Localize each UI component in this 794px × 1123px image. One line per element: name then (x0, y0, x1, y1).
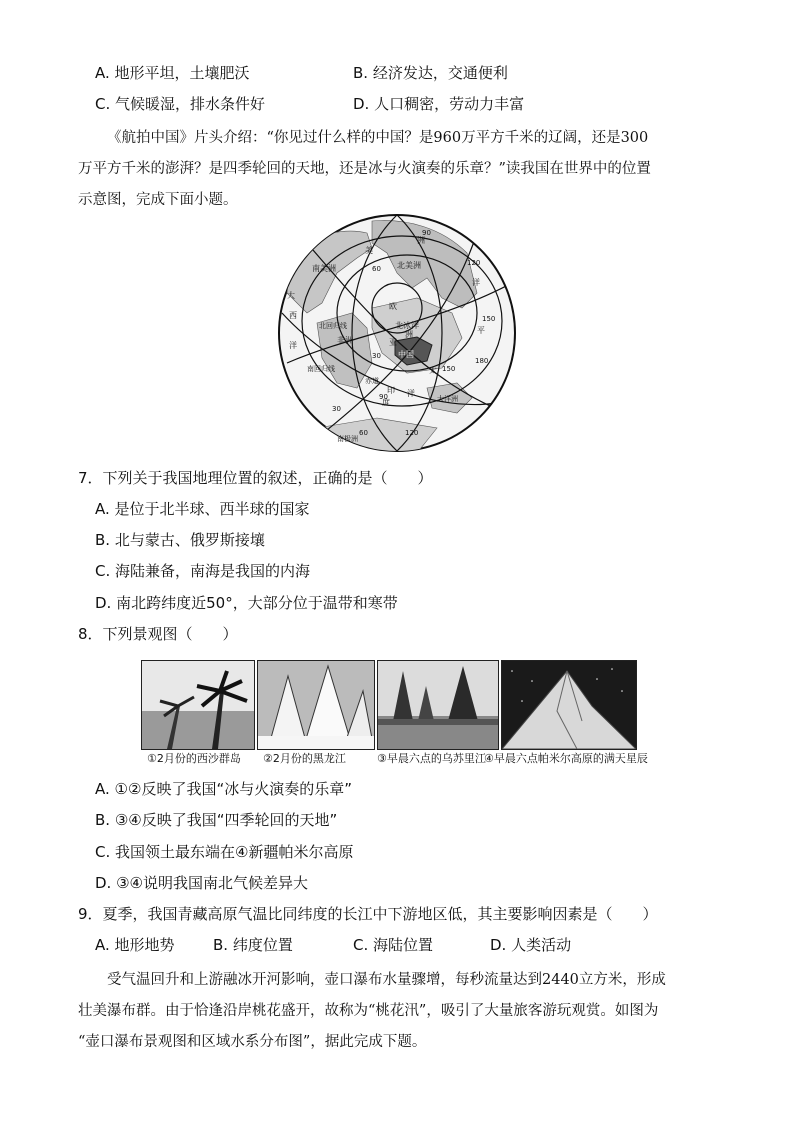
q9-option-c[interactable]: C. 海陆位置 (353, 936, 434, 954)
mountain-icon (502, 661, 636, 749)
q9-option-d[interactable]: D. 人类活动 (490, 936, 572, 954)
q9-option-b[interactable]: B. 纬度位置 (213, 936, 293, 954)
label-pacific-2: 平 (477, 326, 485, 335)
label-lon-180: 180 (475, 357, 489, 365)
caption-3: ③早晨六点的乌苏里江 (377, 752, 486, 765)
label-lon-150-s: 150 (442, 365, 456, 373)
photo-xisha-islands (141, 660, 255, 750)
label-asia: 亚 (389, 338, 397, 347)
snow-tree-icon (258, 661, 374, 749)
q7-option-c[interactable]: C. 海陆兼备，南海是我国的内海 (95, 562, 311, 580)
label-equator: 赤道 (365, 377, 379, 385)
q9-option-a[interactable]: A. 地形地势 (95, 936, 175, 954)
q8-option-a[interactable]: A. ①②反映了我国“冰与火演奏的乐章” (95, 780, 352, 798)
photo-heilongjiang (257, 660, 375, 750)
label-atlantic-1: 大 (287, 291, 295, 300)
caption-1: ①2月份的西沙群岛 (147, 752, 241, 765)
label-atlantic-2: 西 (289, 311, 297, 320)
prev-option-d[interactable]: D. 人口稠密，劳动力丰富 (353, 95, 525, 113)
world-position-globe (277, 213, 517, 453)
label-lon-120: 120 (467, 259, 481, 267)
label-asia-2: 洲 (405, 330, 413, 339)
label-africa: 非洲 (337, 336, 353, 345)
label-pacific-3: 洋 (472, 278, 480, 287)
palm-tree-icon (142, 661, 254, 749)
river-tree-icon (378, 661, 498, 749)
label-indian-2: 度 (382, 398, 390, 407)
label-lat-30: 30 (372, 352, 381, 360)
prev-option-c[interactable]: C. 气候暖湿，排水条件好 (95, 95, 266, 113)
label-indian-1: 印 (387, 386, 395, 395)
label-lat-60-s: 60 (359, 429, 368, 437)
label-lon-90: 90 (422, 229, 431, 237)
q8-option-c[interactable]: C. 我国领土最东端在④新疆帕米尔高原 (95, 843, 354, 861)
label-atlantic-3: 洋 (289, 341, 297, 350)
photo-pamir-plateau (501, 660, 637, 750)
caption-4: ④早晨六点帕米尔高原的满天星辰 (484, 752, 648, 765)
prev-option-a[interactable]: A. 地形平坦，土壤肥沃 (95, 64, 250, 82)
q8-option-d[interactable]: D. ③④说明我国南北气候差异大 (95, 874, 309, 892)
label-china: 中国 (398, 350, 414, 359)
q8-stem: 8．下列景观图（ ） (78, 625, 238, 643)
label-lon-90-s: 90 (379, 393, 388, 401)
label-pacific-1: 太 (429, 366, 437, 375)
label-tropic-capricorn: 南回归线 (307, 365, 335, 373)
label-lon-150: 150 (482, 315, 496, 323)
label-antarctica: 南极洲 (337, 435, 358, 443)
label-indian-3: 洋 (407, 389, 415, 398)
label-europe: 欧 (389, 302, 397, 311)
globe-svg (277, 213, 517, 453)
q7-stem: 7．下列关于我国地理位置的叙述，正确的是（ ） (78, 469, 433, 487)
label-south-america: 南美洲 (312, 264, 336, 273)
label-lat-60: 60 (372, 265, 381, 273)
label-tropic-cancer: 北回归线 (319, 322, 347, 330)
caption-2: ②2月份的黑龙江 (263, 752, 346, 765)
q7-option-d[interactable]: D. 南北跨纬度近50°，大部分位于温带和寒带 (95, 594, 398, 612)
photo-wusuli-river (377, 660, 499, 750)
label-lon-120-s: 120 (405, 429, 419, 437)
prev-option-b[interactable]: B. 经济发达，交通便利 (353, 64, 508, 82)
landscape-photos (141, 660, 648, 768)
label-mei: 美 (365, 246, 373, 255)
label-lat-30-s: 30 (332, 405, 341, 413)
label-arctic: 北冰洋 (395, 321, 419, 330)
q7-option-a[interactable]: A. 是位于北半球、西半球的国家 (95, 500, 310, 518)
q8-option-b[interactable]: B. ③④反映了我国“四季轮回的天地” (95, 811, 338, 829)
label-oceania: 大洋洲 (437, 395, 458, 403)
q7-option-b[interactable]: B. 北与蒙古、俄罗斯接壤 (95, 531, 265, 549)
label-zhou: 洲 (417, 236, 425, 245)
intro-paragraph-1: 《航拍中国》片头介绍：“你见过什么样的中国？是960万平方千米的辽阔，还是300 万平方千米的澎湃？是四季轮回的天地，还是冰与火演奏的乐章？”读我国在世界中的位置 示意图，完成下面小题。 (78, 130, 651, 208)
intro-paragraph-2: 受气温回升和上游融冰开河影响，壶口瀑布水量骤增，每秒流量达到2440立方米，形成 壮美瀑布群。由于恰逢沿岸桃花盛开，故称为“桃花汛”，吸引了大量旅客游玩观赏。如图为 “壶口瀑布景观图和区域水系分布图”，据此完成下题。 (78, 972, 666, 1050)
q9-stem: 9．夏季，我国青藏高原气温比同纬度的长江中下游地区低，其主要影响因素是（ ） (78, 905, 658, 923)
label-north-america: 北美洲 (397, 261, 421, 270)
